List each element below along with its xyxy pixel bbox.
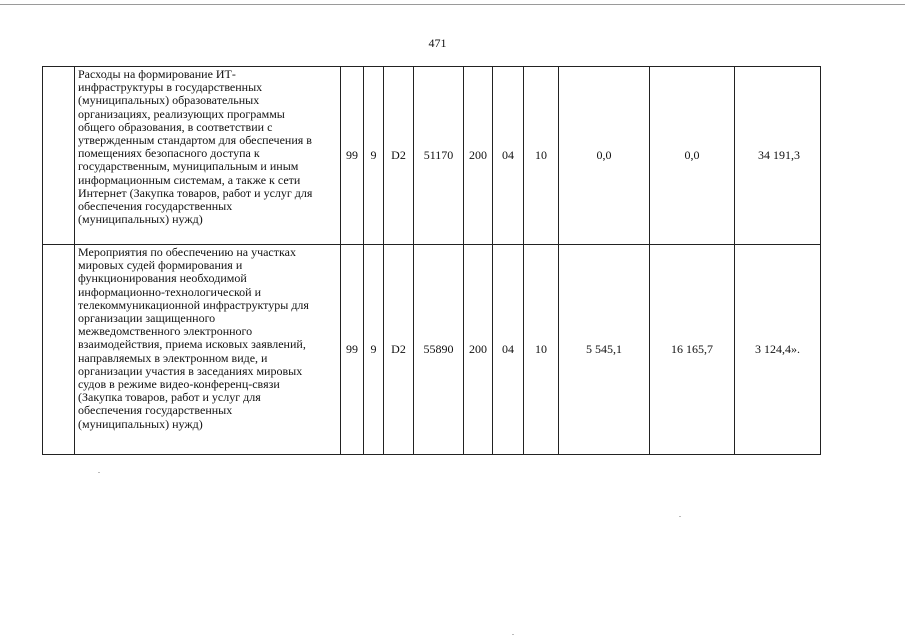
scan-speck: [679, 516, 681, 517]
code-cell: 99: [341, 245, 364, 455]
description-text: Мероприятия по обеспечению на участках мировых судей формирования и функционирования необходимой информационно-технологической и телекоммуникационной инфраструктуры для организации защищенного межведомственного электронного взаимодействия, приема исковых заявлений, направляемых в электронном виде, и организации участия в заседаниях мировых судов в режиме видео-конференц-связи (Закупка товаров, работ и услуг для обеспечения государственных (муниципальных) нужд): [78, 245, 309, 431]
budget-table: [42, 66, 821, 455]
amount-cell: 34 191,3: [735, 67, 821, 245]
description-text: Расходы на формирование ИТ- инфраструктуры в государственных (муниципальных) образовательных организациях, реализующих программы общего образования, в соответствии с утвержденным стандартом для обеспечения в помещениях безопасного доступа к государственным, муниципальным и иным информационным системам, а также к сети Интернет (Закупка товаров, работ и услуг для обеспечения государственных (муниципальных) нужд): [78, 67, 313, 227]
amount-cell: 16 165,7: [650, 245, 735, 455]
description-cell: [75, 67, 341, 245]
amount-cell: 3 124,4».: [735, 245, 821, 455]
code-cell: D2: [384, 67, 414, 245]
scan-speck: [98, 472, 100, 473]
scan-speck: [512, 634, 514, 635]
amount-cell: 0,0: [559, 67, 650, 245]
code-cell: 9: [364, 67, 384, 245]
code-cell: 10: [524, 67, 559, 245]
code-cell: 04: [493, 245, 524, 455]
top-rule: [0, 4, 905, 5]
description-cell: [75, 245, 341, 455]
table-row: [43, 245, 821, 455]
code-cell: D2: [384, 245, 414, 455]
amount-cell: 5 545,1: [559, 245, 650, 455]
code-cell: 51170: [414, 67, 464, 245]
code-cell: 55890: [414, 245, 464, 455]
code-cell: 9: [364, 245, 384, 455]
code-cell: 10: [524, 245, 559, 455]
row-index-cell: [43, 245, 75, 455]
code-cell: 99: [341, 67, 364, 245]
page-number: 471: [428, 36, 447, 50]
code-cell: 04: [493, 67, 524, 245]
code-cell: 200: [464, 245, 493, 455]
code-cell: 200: [464, 67, 493, 245]
row-index-cell: [43, 67, 75, 245]
amount-cell: 0,0: [650, 67, 735, 245]
table-row: [43, 67, 821, 245]
